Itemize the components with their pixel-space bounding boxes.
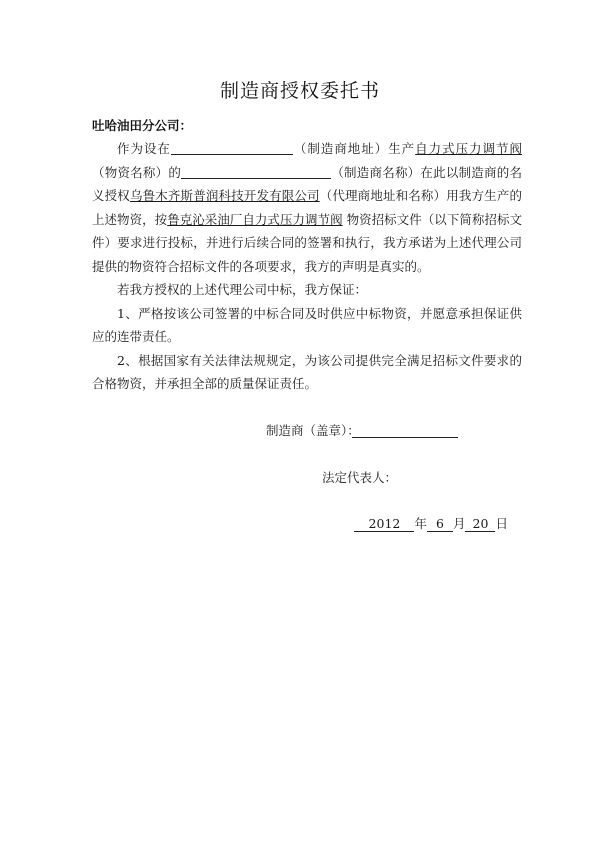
blank-manufacturer-name [181, 164, 331, 179]
paragraph-authorization [92, 137, 522, 278]
date-day: 20 [465, 516, 495, 532]
date-month: 6 [427, 516, 453, 532]
date-year-unit: 年 [414, 516, 427, 531]
addressee: 吐哈油田分公司： [92, 118, 193, 133]
agent-name: 乌鲁木齐斯普润科技开发有限公司 [129, 188, 320, 203]
paragraph-guarantee-2: 2、根据国家有关法律法规规定，为该公司提供完全满足招标文件要求的合格物资，并承担全部的质量保证责任。 [92, 352, 522, 391]
text-segment: （制造商地址）生产 [292, 141, 416, 156]
product-name: 自力式压力调节阀 [415, 141, 522, 156]
paragraph-guarantee-1: 1、严格按该公司签署的中标合同及时供应中标物资，并愿意承担保证供应的连带责任。 [92, 305, 522, 344]
date-month-unit: 月 [452, 516, 466, 531]
text-segment: 物资招标文件（以下简称招标文件）要求进行投标，并进行后续合同的签署和执行，我方承诺为上述代理公司提供的物资符合招标文件的各项要求，我方的声明是真实的。 [92, 211, 522, 274]
date-year: 2012 [354, 516, 414, 532]
text-segment: 作为设在 [117, 141, 171, 156]
signing-date [354, 514, 508, 532]
blank-manufacturer-address [171, 140, 293, 155]
text-segment: （代理商地址和名称）用我方生产的上述物资，按 [92, 188, 522, 227]
manufacturer-seal-label: 制造商（盖章）： [266, 423, 360, 438]
document-title: 制造商授权委托书 [219, 80, 380, 102]
document-body [92, 137, 522, 396]
manufacturer-seal-line [352, 437, 458, 438]
date-day-unit: 日 [495, 516, 508, 531]
text-segment: （制造商名称）在此以制造商的名义授权 [92, 164, 522, 203]
paragraph-guarantee-intro: 若我方授权的上述代理公司中标，我方保证： [117, 282, 368, 297]
legal-representative-label: 法定代表人： [322, 470, 398, 485]
text-segment: （物资名称）的 [92, 164, 182, 180]
project-name: 鲁克沁采油厂自力式压力调节阀 [167, 211, 343, 227]
